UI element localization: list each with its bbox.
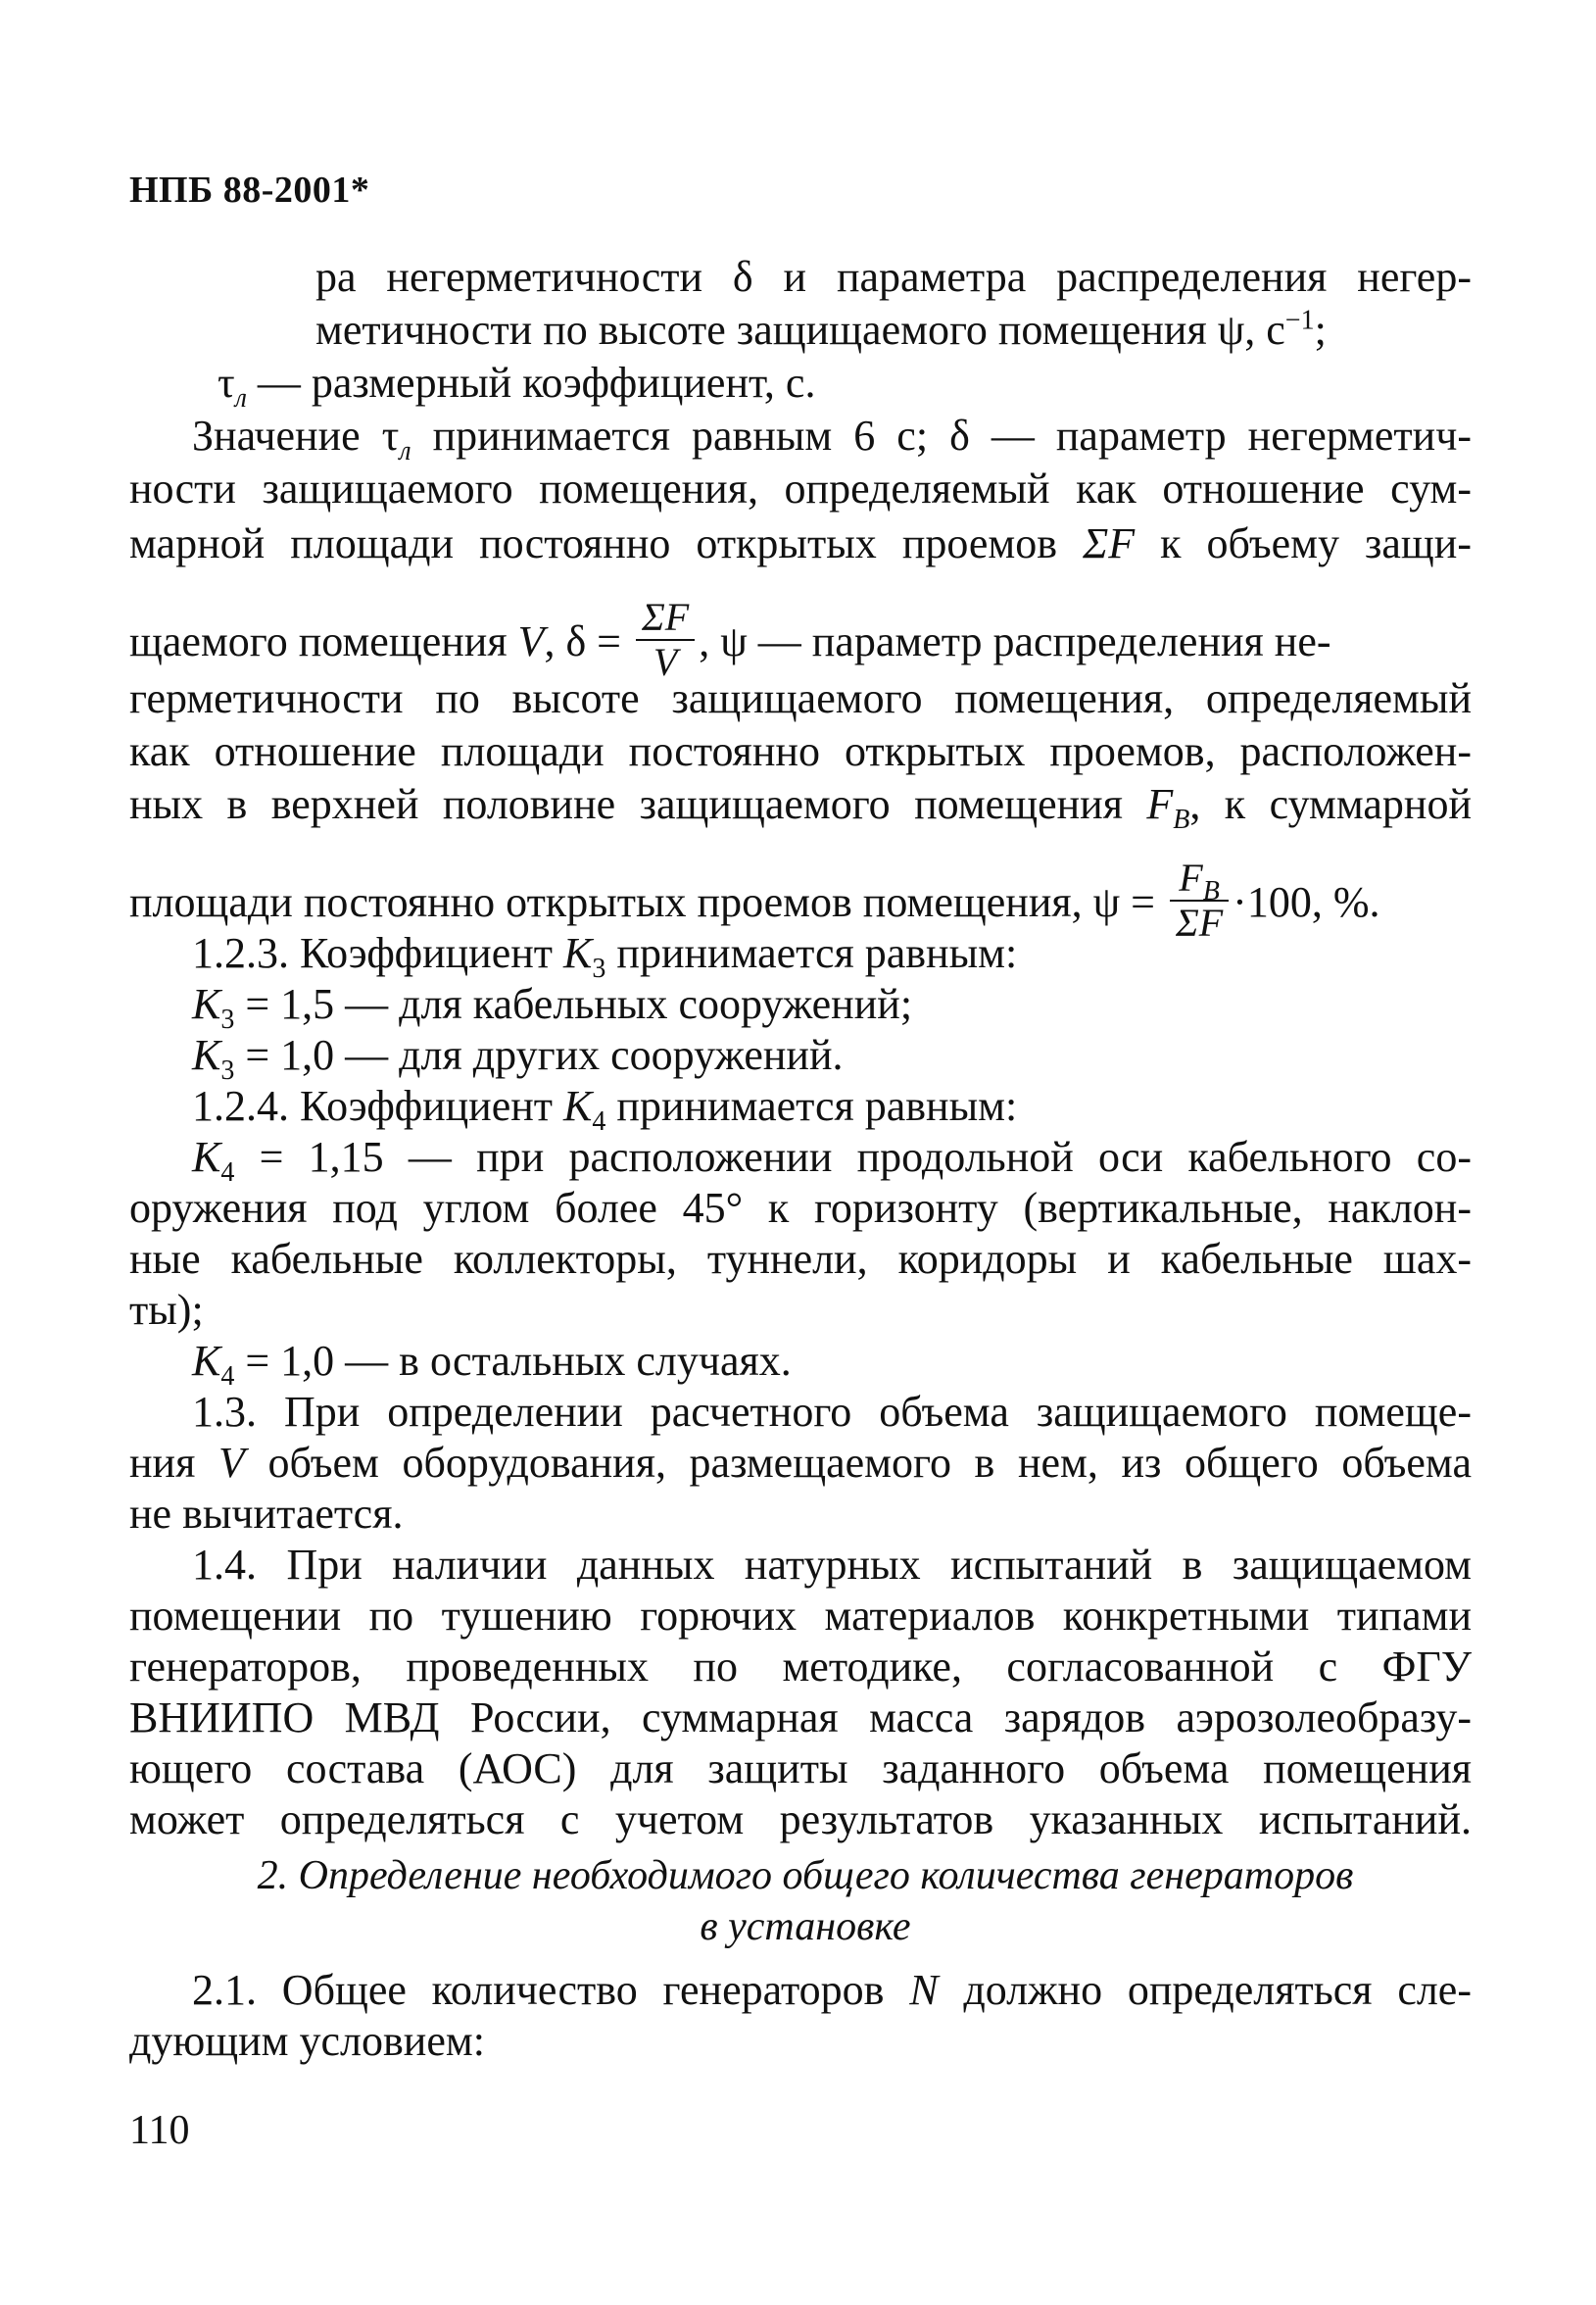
variable: K	[192, 980, 221, 1028]
subscript: 3	[220, 1004, 235, 1035]
text-span: генераторов, проведенных по методике, согласованной с ФГУ	[129, 1643, 1472, 1691]
text-span: щаемого помещения	[129, 617, 518, 666]
variable: F	[1179, 856, 1203, 900]
variable: V	[517, 617, 545, 666]
text-span: принимается равным:	[605, 929, 1018, 977]
text-span: объем оборудования, размещаемого в нем, из общего объема	[244, 1439, 1472, 1487]
text-span: принимается равным 6 с; δ — параметр негерметич-	[411, 412, 1472, 460]
text-line	[315, 306, 1327, 355]
subscript: л	[399, 435, 411, 466]
text-line	[218, 359, 816, 414]
text-span: , к суммарной	[1189, 780, 1472, 828]
subscript: 4	[592, 1105, 606, 1137]
subscript: л	[234, 382, 247, 414]
text-line	[129, 1693, 1472, 1742]
text-span: ·100, %.	[1233, 878, 1380, 927]
text-line	[129, 519, 1472, 568]
text-line	[315, 253, 1472, 302]
text-span: герметичности по высоте защищаемого помещения, определяемый	[129, 674, 1472, 722]
text-line	[192, 1082, 1018, 1137]
text-line	[192, 1541, 1472, 1590]
text-line	[192, 1133, 1472, 1188]
text-line	[129, 1286, 204, 1335]
text-line	[129, 2017, 485, 2066]
subscript: 3	[592, 953, 606, 984]
text-span: к объему защи-	[1135, 519, 1472, 567]
text-span: = 1,0 — для других сооружений.	[234, 1031, 844, 1079]
text-line	[129, 1490, 403, 1539]
text-line	[129, 465, 1472, 514]
text-span: ные кабельные коллекторы, туннели, коридоры и кабельные шах-	[129, 1235, 1472, 1283]
text-line	[129, 727, 1472, 776]
text-span: оружения под углом более 45° к горизонту (вертикальные, наклон-	[129, 1184, 1472, 1232]
variable: V	[218, 1439, 245, 1487]
text-line	[129, 1439, 1472, 1488]
text-line	[129, 1744, 1472, 1793]
text-span: ния	[129, 1439, 218, 1487]
fraction	[636, 596, 695, 684]
text-span: 1.4. При наличии данных натурных испытаний в защищаемом	[192, 1541, 1472, 1589]
text-span: 1.2.3. Коэффициент	[192, 929, 564, 977]
subscript: 4	[220, 1360, 235, 1392]
subscript: B	[1202, 876, 1220, 907]
text-line	[192, 412, 1472, 466]
text-line	[192, 980, 913, 1035]
fraction-denominator: ΣF	[1175, 901, 1224, 945]
text-span: 1.2.4. Коэффициент	[192, 1082, 564, 1130]
text-span: как отношение площади постоянно открытых проемов, расположен-	[129, 727, 1472, 775]
text-span: помещении по тушению горючих материалов конкретными типами	[129, 1592, 1472, 1640]
text-line	[129, 1592, 1472, 1641]
fraction	[1170, 857, 1229, 945]
text-span: метичности по высоте защищаемого помещения ψ, с	[315, 306, 1285, 354]
text-line	[192, 1031, 844, 1086]
section-heading: 2. Определение необходимого общего количества генераторов	[257, 1853, 1354, 1898]
text-line	[129, 1795, 1472, 1844]
subscript: B	[1173, 804, 1190, 835]
text-line	[192, 1966, 1472, 2015]
text-span: ности защищаемого помещения, определяемый как отношение сум-	[129, 465, 1472, 513]
text-span: = 1,15 — при расположении продольной оси кабельного со-	[234, 1133, 1472, 1181]
variable: K	[563, 1082, 593, 1130]
text-line	[129, 780, 1472, 835]
text-line	[129, 1235, 1472, 1284]
text-span: , δ =	[544, 617, 632, 666]
text-span: = 1,0 — в остальных случаях.	[234, 1337, 792, 1385]
text-span: 2.1. Общее количество генераторов	[192, 1966, 910, 2014]
text-span: = 1,5 — для кабельных сооружений;	[234, 980, 913, 1028]
text-line	[192, 1337, 792, 1392]
text-line	[192, 929, 1018, 984]
text-span: марной площади постоянно открытых проемов	[129, 519, 1084, 567]
variable: N	[909, 1966, 939, 2014]
text-span: площади постоянно открытых проемов помещения, ψ =	[129, 878, 1166, 927]
fraction-numerator	[1170, 856, 1229, 907]
page-number: 110	[129, 2108, 190, 2153]
text-span: ты);	[129, 1286, 204, 1334]
text-span: τ	[218, 359, 235, 407]
text-span: не вычитается.	[129, 1490, 404, 1538]
text-span: ющего состава (АОС) для защиты заданного объема помещения	[129, 1744, 1472, 1792]
document-header: НПБ 88-2001*	[129, 170, 370, 211]
text-span: , ψ — параметр распределения не-	[699, 617, 1331, 666]
text-span: ра негерметичности δ и параметра распределения негер-	[315, 253, 1472, 301]
text-span: должно определяться сле-	[938, 1966, 1472, 2014]
text-span: дующим условием:	[129, 2017, 485, 2065]
text-line	[129, 1184, 1472, 1233]
text-line	[129, 674, 1472, 723]
variable: K	[192, 1133, 221, 1181]
text-span: — размерный коэффициент, с.	[246, 359, 816, 407]
text-span: ВНИИПО МВД России, суммарная масса зарядов аэрозолеобразу-	[129, 1693, 1472, 1741]
variable: F	[1146, 780, 1174, 828]
text-line	[192, 1388, 1472, 1437]
superscript: −1	[1284, 305, 1315, 336]
text-line	[129, 1643, 1472, 1692]
text-span: Значение τ	[192, 412, 400, 460]
section-heading-continued: в установке	[700, 1904, 911, 1949]
sum-symbol: ΣF	[1083, 519, 1136, 567]
variable: K	[192, 1337, 221, 1385]
fraction-numerator: ΣF	[636, 596, 695, 641]
text-span: может определяться с учетом результатов указанных испытаний.	[129, 1795, 1472, 1843]
variable: K	[563, 929, 593, 977]
text-span: принимается равным:	[605, 1082, 1018, 1130]
subscript: 4	[220, 1156, 235, 1188]
text-span: ;	[1314, 306, 1327, 354]
subscript: 3	[220, 1054, 235, 1086]
text-span: 1.3. При определении расчетного объема защищаемого помеще-	[192, 1388, 1472, 1436]
variable: K	[192, 1031, 221, 1079]
text-span: ных в верхней половине защищаемого помещения	[129, 780, 1147, 828]
fraction-denominator: V	[653, 640, 678, 684]
